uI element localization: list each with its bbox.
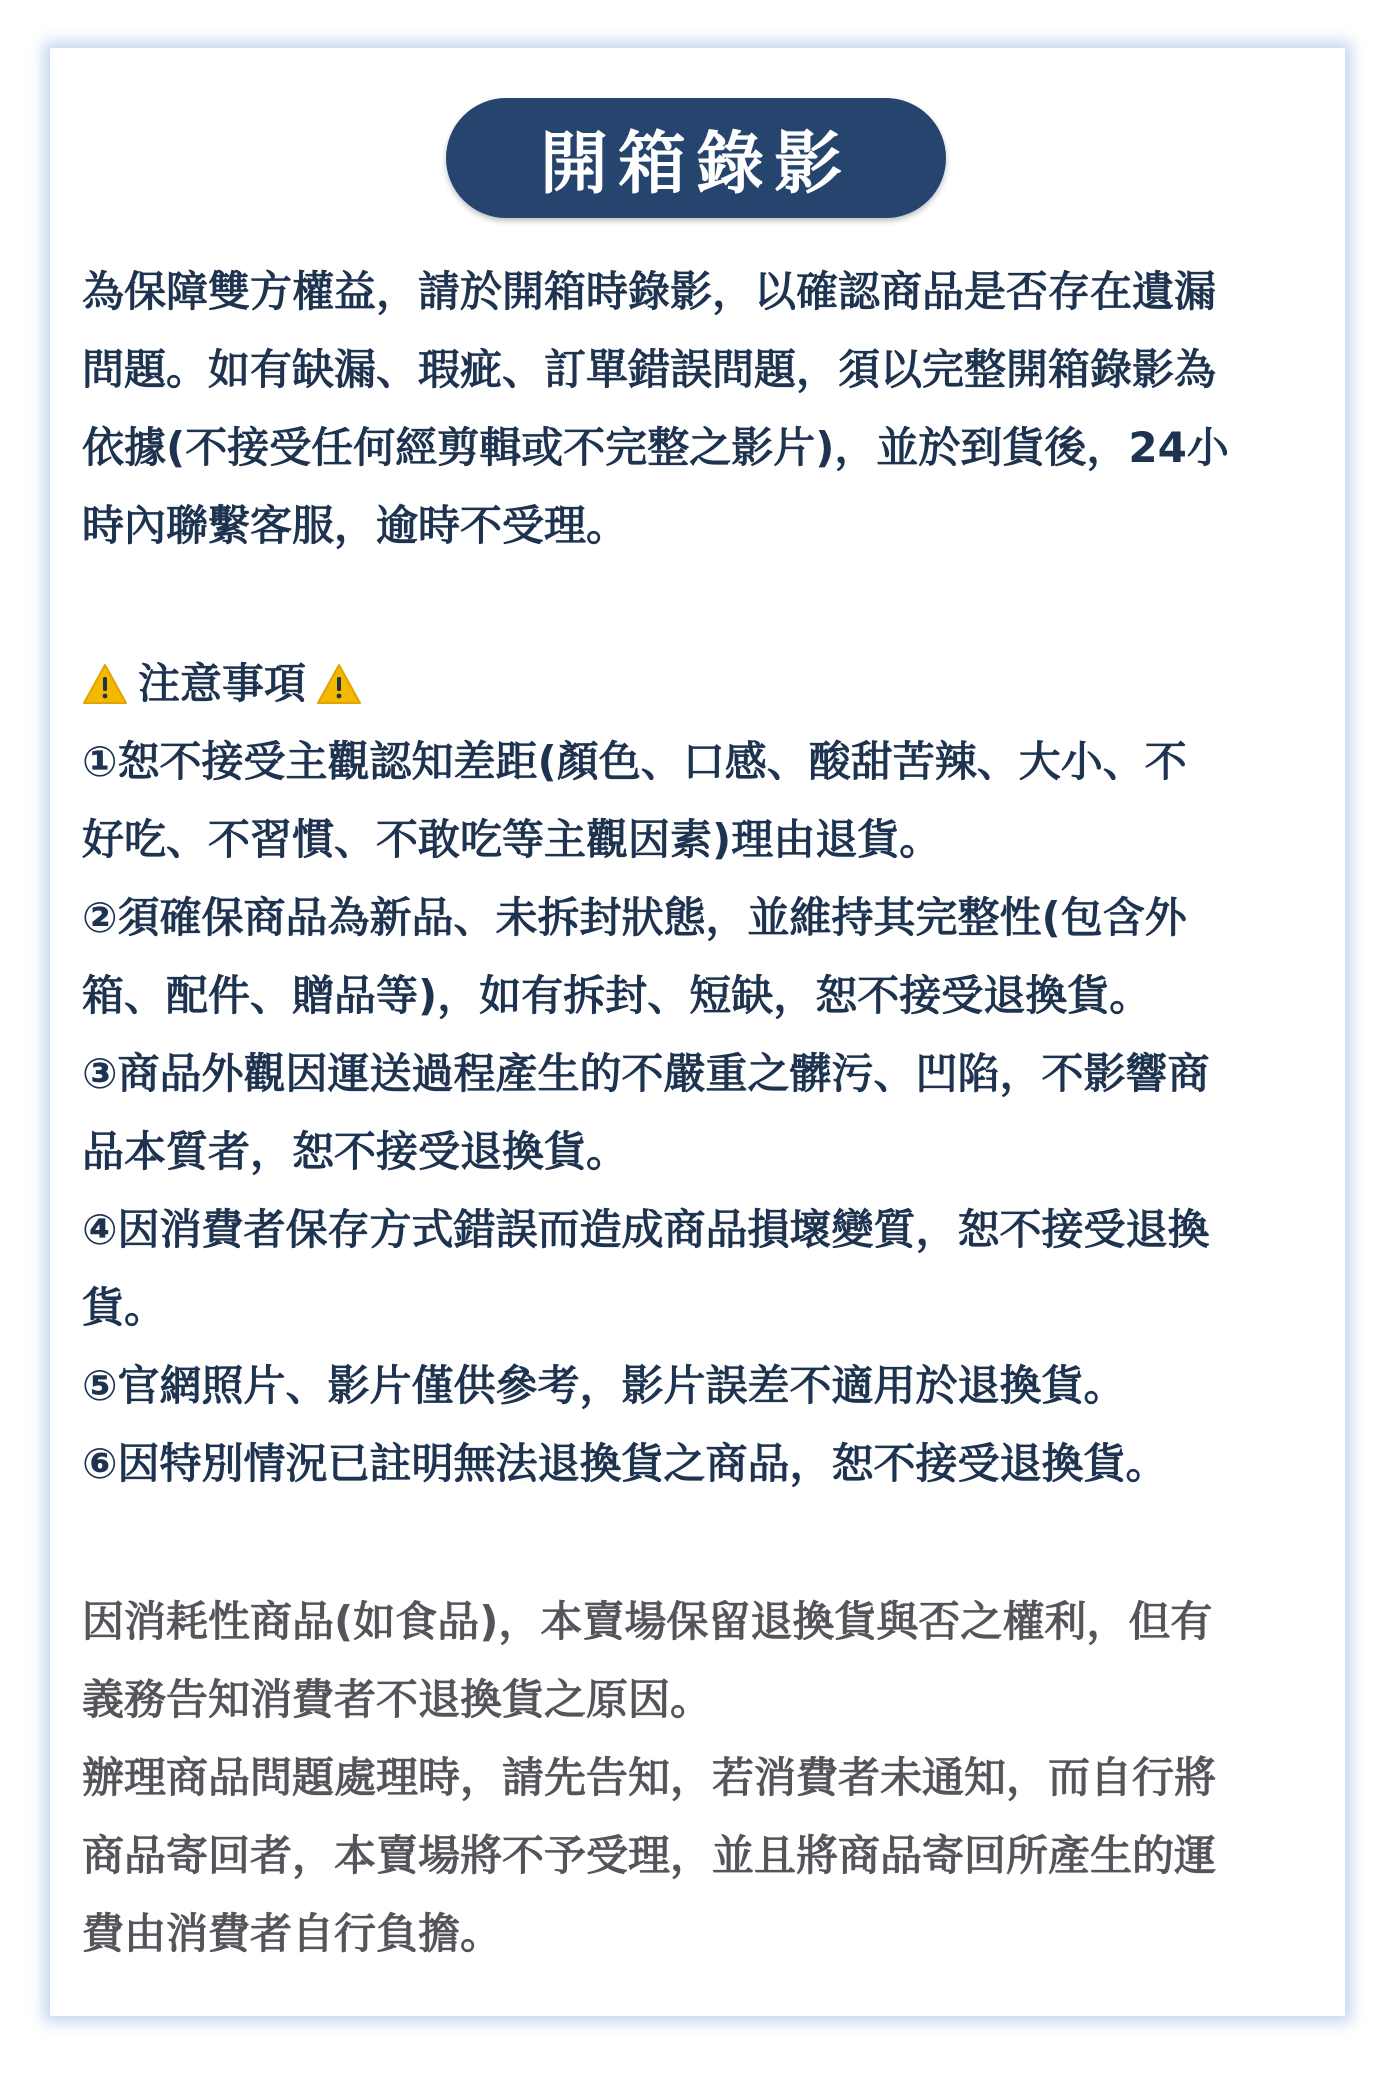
warning-icon [316,663,362,705]
footer-section [82,1583,1314,1973]
intro-line: 為保障雙方權益，請於開箱時錄影，以確認商品是否存在遺漏 [82,267,1217,316]
notice-line: ①恕不接受主觀認知差距(顏色、口感、酸甜苦辣、大小、不 [82,737,1187,786]
notice-line: 好吃、不習慣、不敢吃等主觀因素)理由退貨。 [82,815,942,864]
notice-line: ②須確保商品為新品、未拆封狀態，並維持其完整性(包含外 [82,893,1187,942]
notice-heading-text: 注意事項 [138,659,307,708]
notice-line: ⑤官網照片、影片僅供參考，影片誤差不適用於退換貨。 [82,1361,1126,1410]
footer-line: 因消耗性商品(如食品)，本賣場保留退換貨與否之權利，但有 [82,1597,1213,1646]
notice-line: ⑥因特別情況已註明無法退換貨之商品，恕不接受退換貨。 [82,1439,1168,1488]
footer-line: 辦理商品問題處理時，請先告知，若消費者未通知，而自行將 [82,1753,1217,1802]
intro-section [82,253,1314,565]
notice-heading [82,645,1314,723]
intro-line: 問題。如有缺漏、瑕疵、訂單錯誤問題，須以完整開箱錄影為 [82,345,1217,394]
page-title: 開箱錄影 [446,98,946,218]
notice-line: ④因消費者保存方式錯誤而造成商品損壞變質，恕不接受退換 [82,1205,1210,1254]
notice-line: ③商品外觀因運送過程產生的不嚴重之髒污、凹陷，不影響商 [82,1049,1210,1098]
notice-line: 箱、配件、贈品等)，如有拆封、短缺，恕不接受退換貨。 [82,971,1152,1020]
footer-line: 費由消費者自行負擔。 [82,1909,503,1958]
intro-line: 時內聯繫客服，逾時不受理。 [82,501,629,550]
notice-list [82,723,1314,1503]
notice-line: 貨。 [82,1283,167,1332]
footer-line: 義務告知消費者不退換貨之原因。 [82,1675,713,1724]
info-card [50,48,1345,2016]
footer-line: 商品寄回者，本賣場將不予受理，並且將商品寄回所產生的運 [82,1831,1217,1880]
content [82,253,1314,1973]
intro-line: 依據(不接受任何經剪輯或不完整之影片)，並於到貨後，24小 [82,423,1229,472]
notice-line: 品本質者，恕不接受退換貨。 [82,1127,629,1176]
warning-icon [82,663,128,705]
